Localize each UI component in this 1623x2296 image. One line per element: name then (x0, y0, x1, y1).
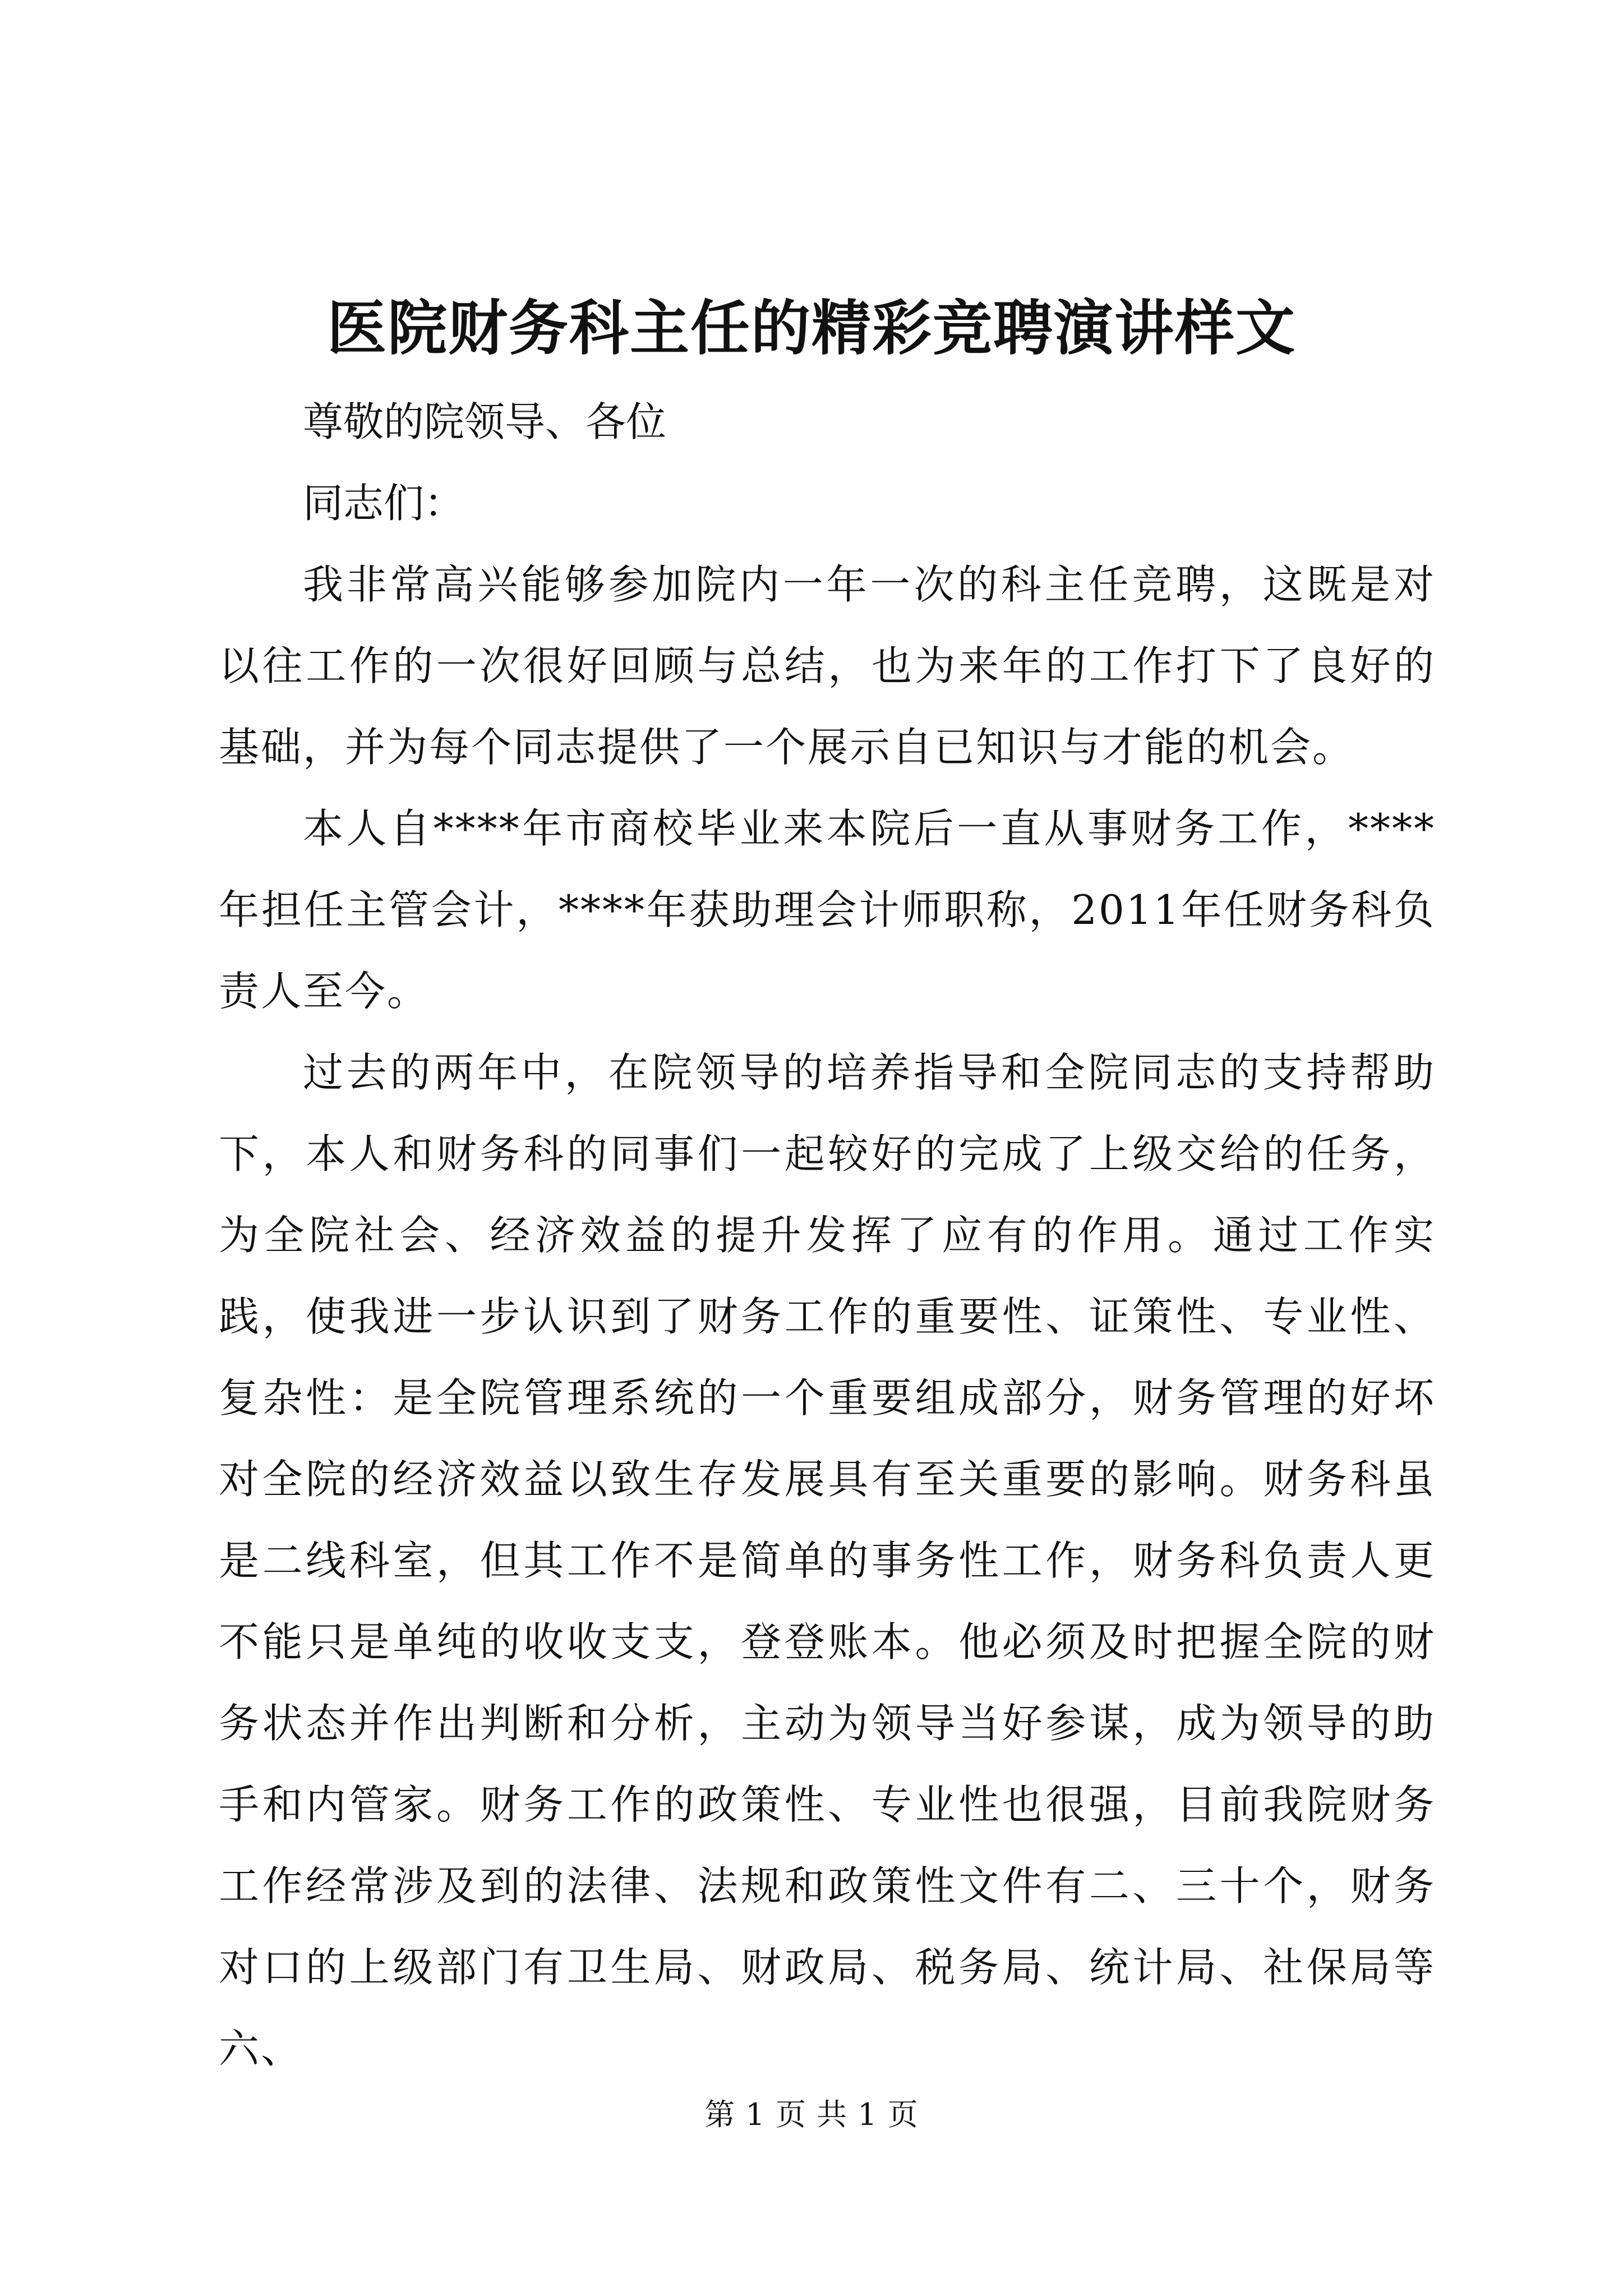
page-footer: 第 1 页 共 1 页 (704, 2097, 919, 2132)
paragraph-3: 过去的两年中，在院领导的培养指导和全院同志的支持帮助下，本人和财务科的同事们一起较好的完成了上级交给的任务，为全院社会、经济效益的提升发挥了应有的作用。通过工作实践，使我进一步认识到了财务工作的重要性、证策性、专业性、复杂性：是全院管理系统的一个重要组成部分，财务管理的好坏对全院的经济效益以致生存发展具有至关重要的影响。财务科虽是二线科室，但其工作不是简单的事务性工作，财务科负责人更不能只是单纯的收收支支，登登账本。他必须及时把握全院的财务状态并作出判断和分析，主动为领导当好参谋，成为领导的助手和内管家。财务工作的政策性、专业性也很强，目前我院财务工作经常涉及到的法律、法规和政策性文件有二、三十个，财务对口的上级部门有卫生局、财政局、税务局、统计局、社保局等六、 (219, 1049, 1436, 2072)
document-title: 医院财务科主任的精彩竞聘演讲样文 (327, 293, 1296, 363)
paragraph-2: 本人自****年市商校毕业来本院后一直从事财务工作，****年担任主管会计，****年获助理会计师职称，2011年任财务科负责人至今。 (219, 805, 1436, 1015)
paragraph-1: 我非常高兴能够参加院内一年一次的科主任竞聘，这既是对以往工作的一次很好回顾与总结，也为来年的工作打下了良好的基础，并为每个同志提供了一个展示自已知识与才能的机会。 (219, 561, 1436, 771)
salutation-line-1: 尊敬的院领导、各位 (303, 398, 667, 445)
document-body (219, 381, 1436, 2090)
salutation-line-2: 同志们： (303, 480, 465, 527)
